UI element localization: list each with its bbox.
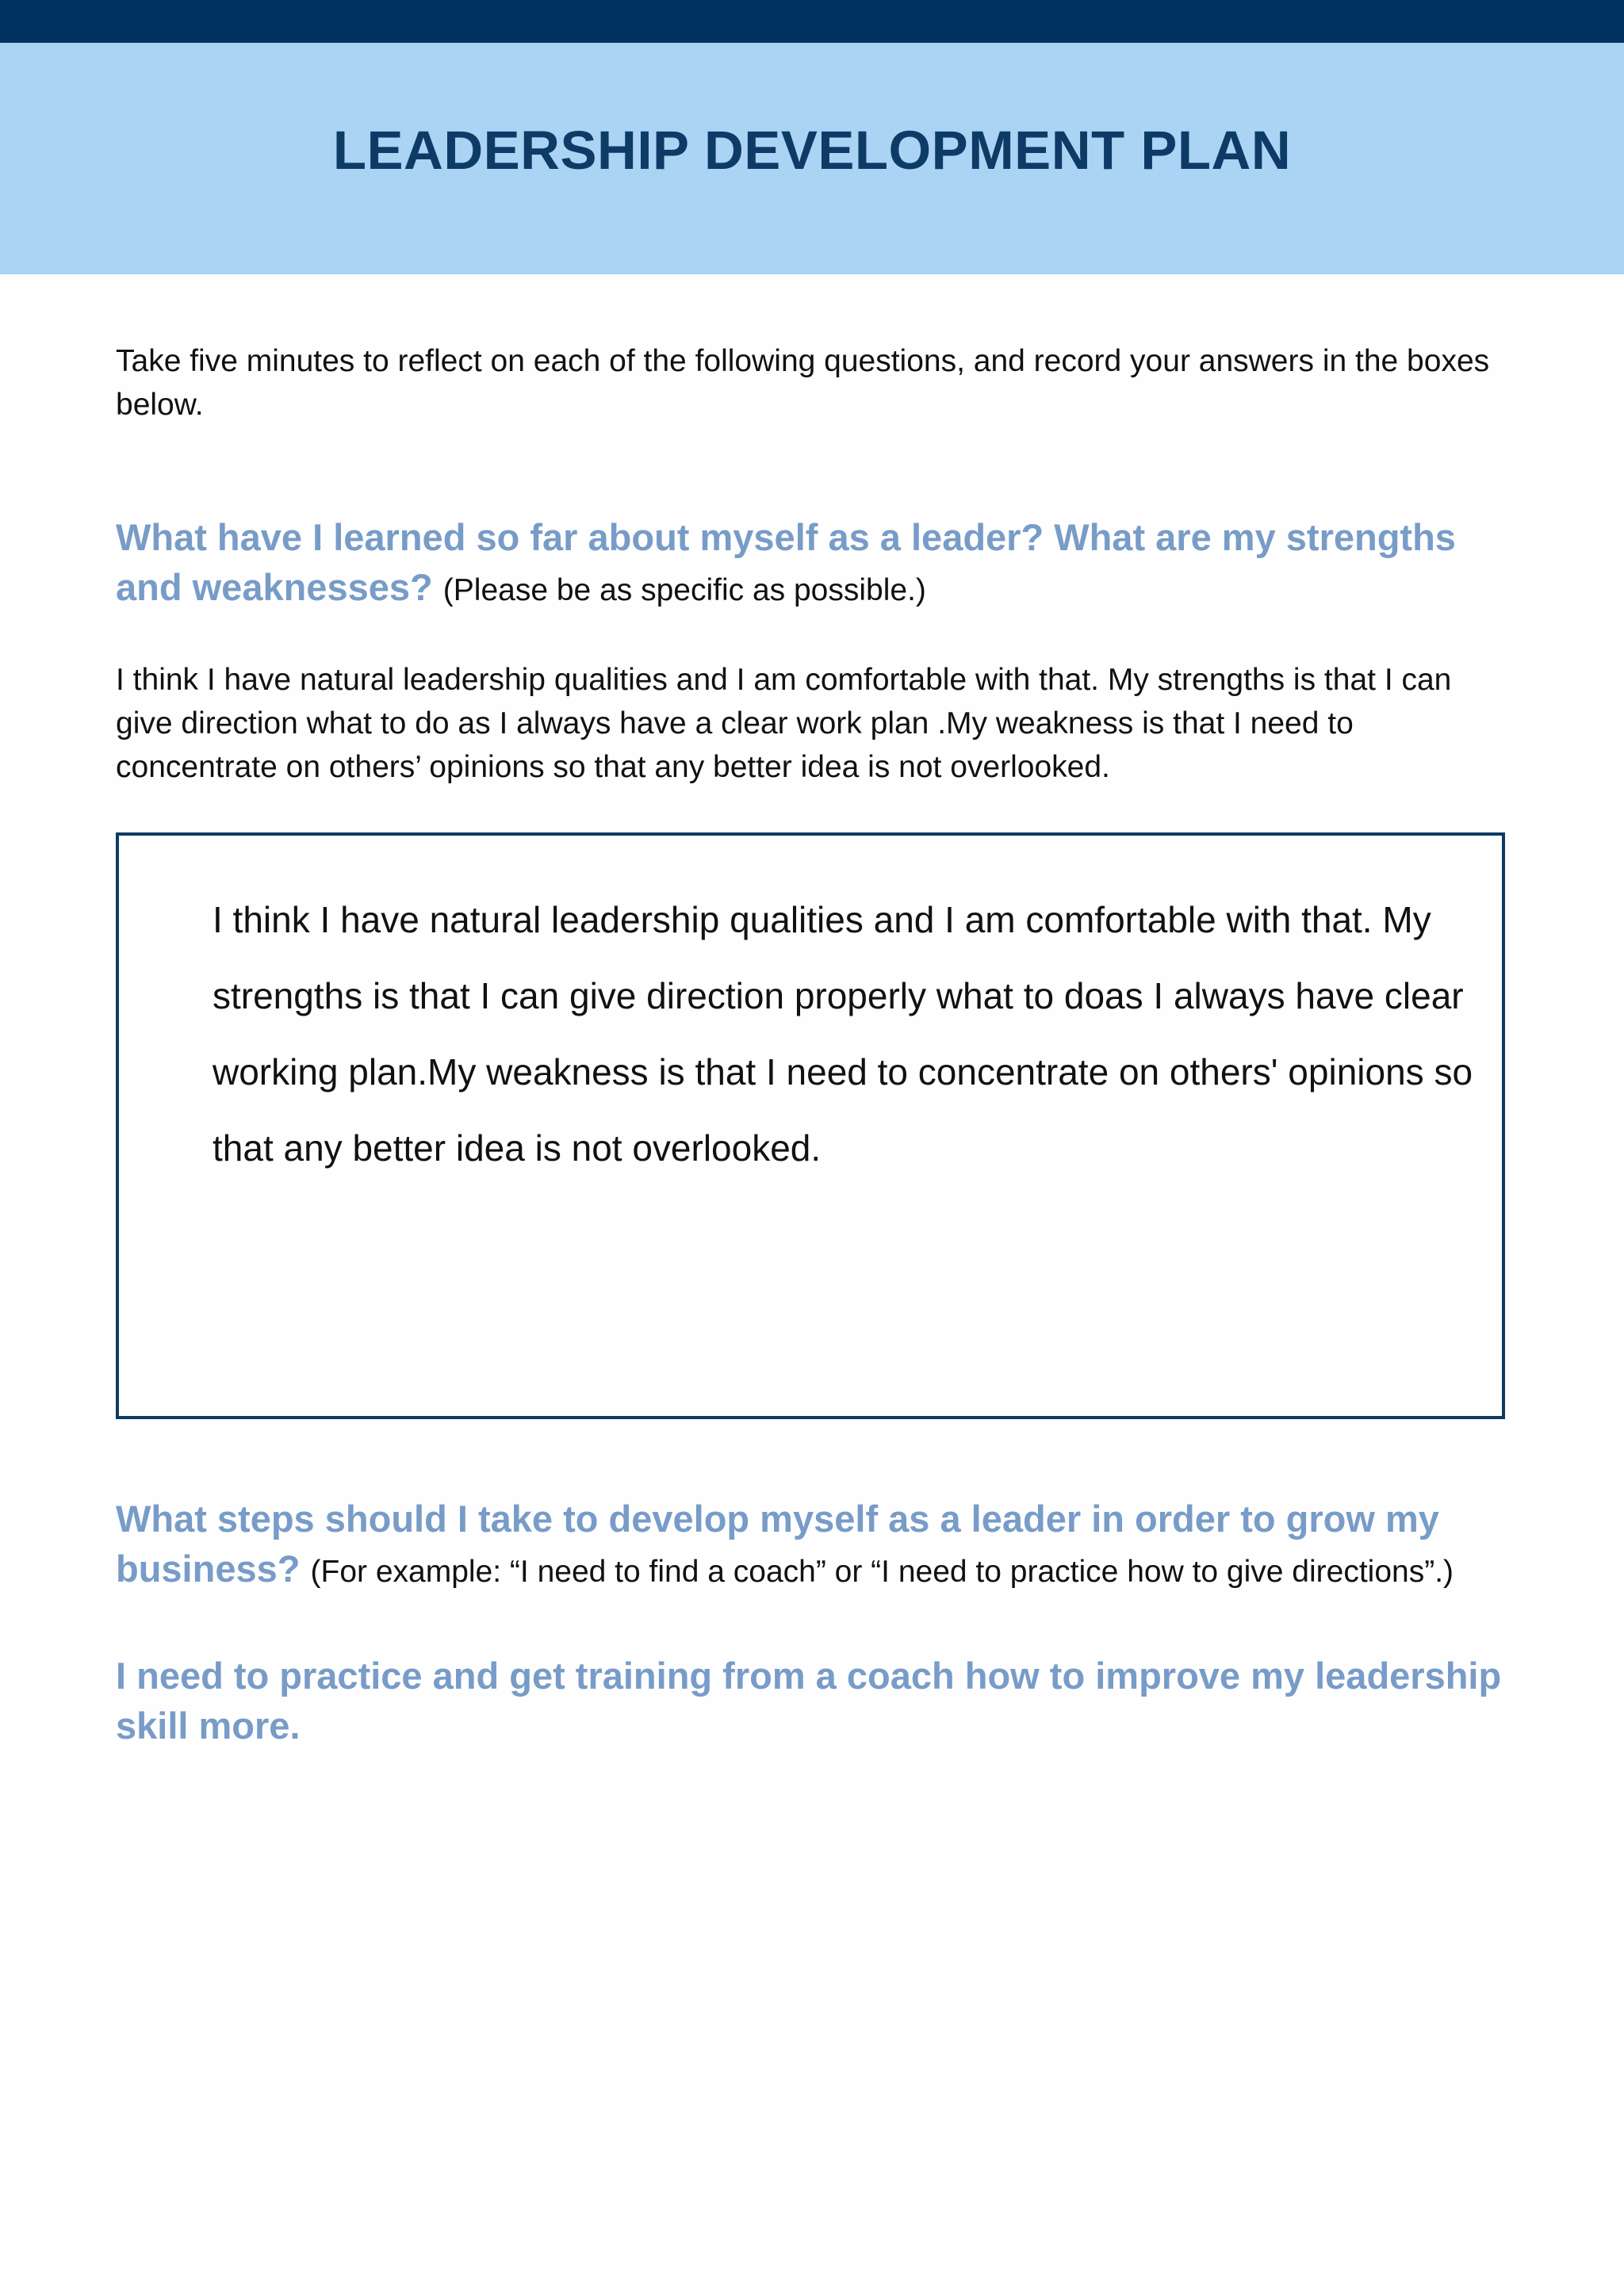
question-2-answer-text: I need to practice and get training from a coach how to improve my leadership skill more. [116,1655,1502,1747]
question-2 [116,1494,1527,1597]
question-1 [116,512,1527,615]
intro-text: Take five minutes to reflect on each of the following questions, and record your answers in the boxes below. [116,344,1490,422]
question-1-note: (Please be as specific as possible.) [442,573,926,607]
question-1-prompt: What have I learned so far about myself as a leader? What are my strengths and weaknesses? [116,516,1456,608]
question-2-note: (For example: “I need to find a coach” or “I need to practice how to give directions”.) [310,1555,1454,1589]
header-top-bar [0,0,1624,43]
question-1-answer-box-text: I think I have natural leadership qualities and I am comfortable with that. My strengths is that I can give direction properly what to doas I always have clear working plan.My weakness is that I need to concentrate on others' opinions so that any better idea is not overlooked. [213,899,1473,1169]
question-2-prompt: What steps should I take to develop myself as a leader in order to grow my business? [116,1498,1439,1590]
question-1-answer-box[interactable] [116,832,1505,1419]
question-1-answer-text: I think I have natural leadership qualities and I am comfortable with that. My strengths is that I can give direction what to do as I always have a clear work plan .My weakness is that I need to concentrate on others’ opinions so that any better idea is not overlooked. [116,663,1452,784]
page-title: LEADERSHIP DEVELOPMENT PLAN [332,120,1292,181]
